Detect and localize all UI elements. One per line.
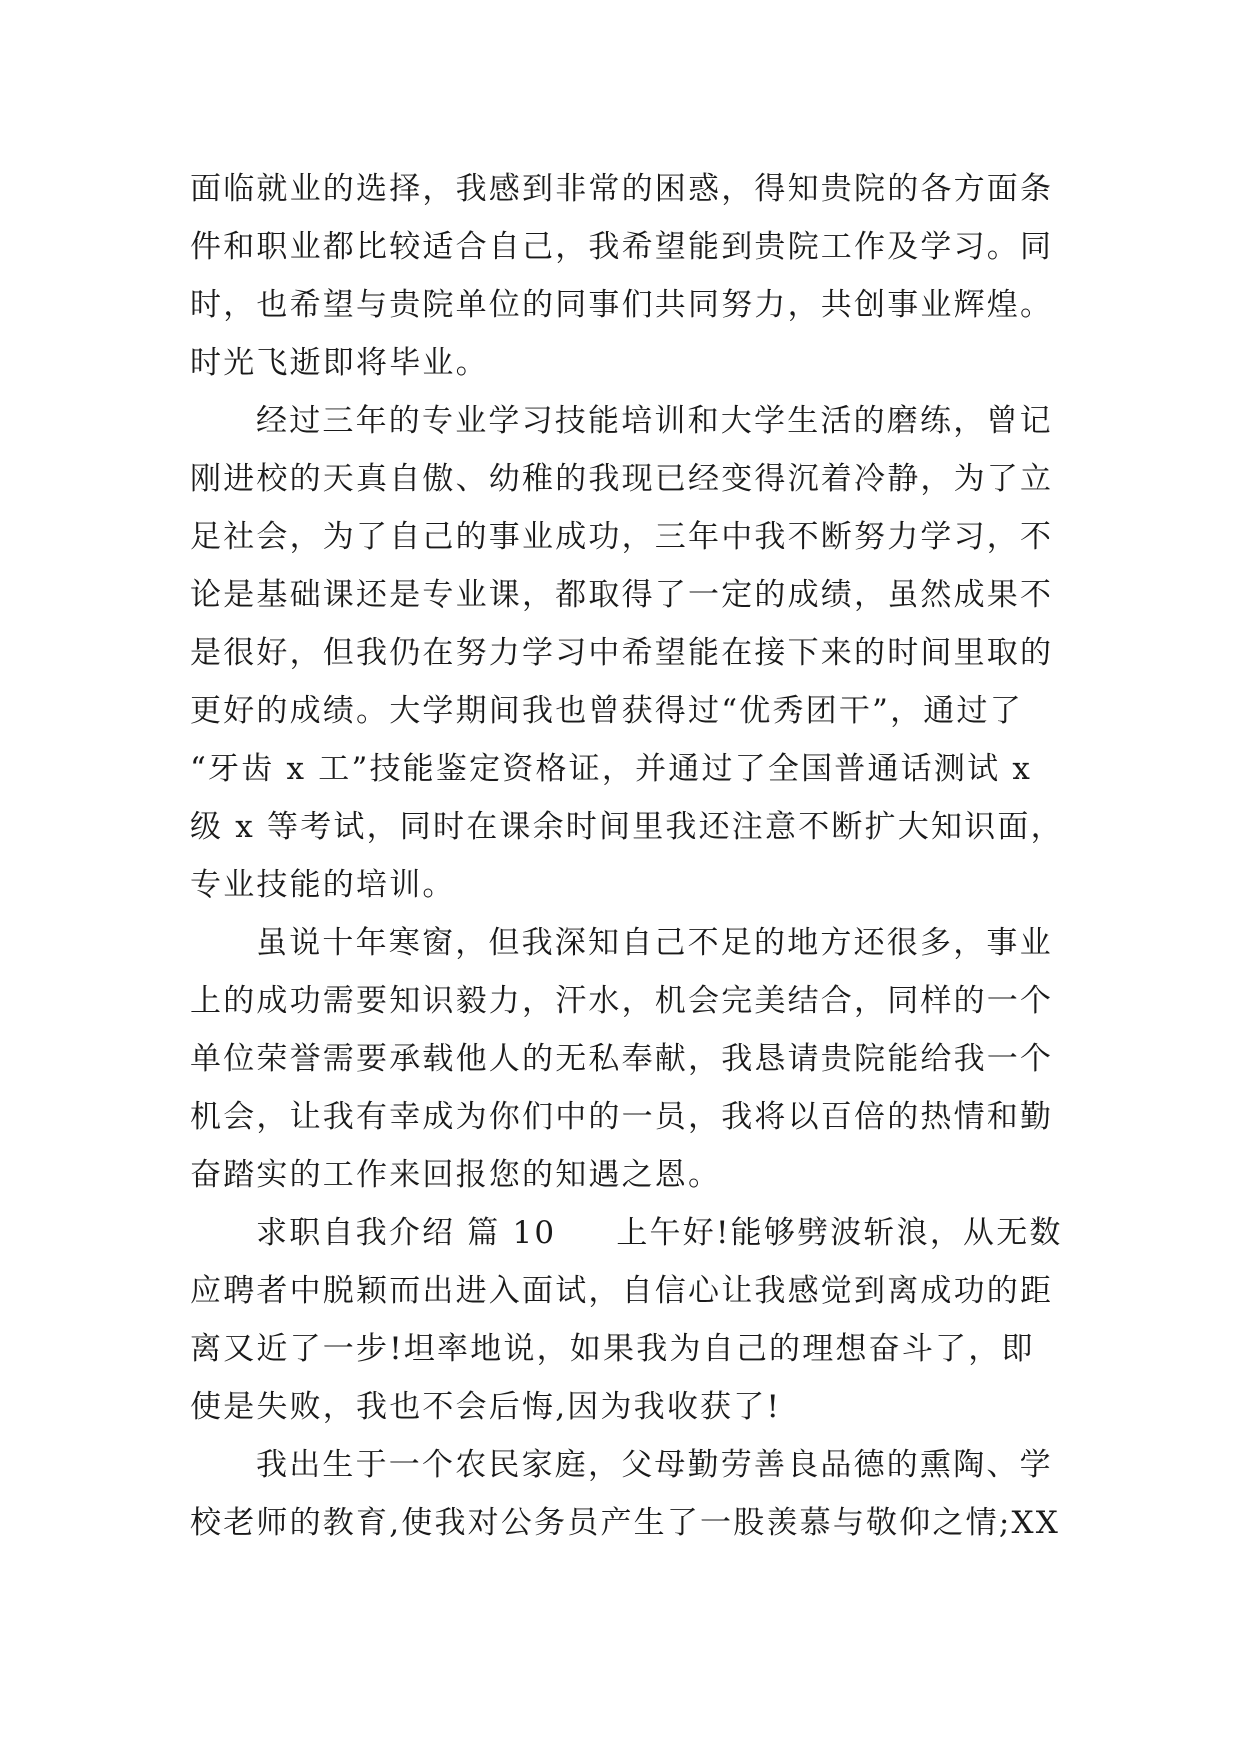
text-line: 使是失败，我也不会后悔,因为我收获了! (190, 1389, 782, 1425)
section-heading-line (190, 1204, 1063, 1262)
text-line: 单位荣誉需要承载他人的无私奉献，我恳请贵院能给我一个 (190, 1041, 1054, 1077)
text-line: 足社会，为了自己的事业成功，三年中我不断努力学习，不 (190, 519, 1054, 555)
text-line: “牙齿 x 工”技能鉴定资格证，并通过了全国普通话测试 x (190, 751, 1033, 787)
text-line: 刚进校的天真自傲、幼稚的我现已经变得沉着冷静，为了立 (190, 461, 1054, 497)
text-line: 机会，让我有幸成为你们中的一员，我将以百倍的热情和勤 (190, 1099, 1054, 1135)
text-line: 时，也希望与贵院单位的同事们共同努力，共创事业辉煌。 (190, 287, 1054, 323)
text-line: 件和职业都比较适合自己，我希望能到贵院工作及学习。同 (190, 229, 1054, 265)
text-line: 奋踏实的工作来回报您的知遇之恩。 (190, 1157, 722, 1193)
text-line-indented: 虽说十年寒窗，但我深知自己不足的地方还很多，事业 (256, 925, 1053, 961)
text-line: 级 x 等考试，同时在课余时间里我还注意不断扩大知识面， (190, 809, 1064, 845)
text-line: 离又近了一步!坦率地说，如果我为自己的理想奋斗了，即 (190, 1331, 1035, 1367)
text-line-indented: 我出生于一个农民家庭，父母勤劳善良品德的熏陶、学 (256, 1447, 1053, 1483)
section-heading: 求职自我介绍 篇 10 (256, 1215, 557, 1251)
paragraph-4 (190, 1204, 1063, 1436)
paragraph-5 (190, 1436, 1060, 1552)
text-line: 时光飞逝即将毕业。 (190, 345, 489, 381)
paragraph-1 (190, 160, 1060, 392)
section-first-line-text: 上午好!能够劈波斩浪，从无数 (616, 1215, 1063, 1251)
document-body (190, 160, 1064, 1552)
text-line: 论是基础课还是专业课，都取得了一定的成绩，虽然成果不 (190, 577, 1054, 613)
text-line: 是很好，但我仍在努力学习中希望能在接下来的时间里取的 (190, 635, 1054, 671)
paragraph-2 (190, 392, 1064, 914)
text-line: 上的成功需要知识毅力，汗水，机会完美结合，同样的一个 (190, 983, 1054, 1019)
text-line: 应聘者中脱颖而出进入面试，自信心让我感觉到离成功的距 (190, 1273, 1054, 1309)
text-line: 更好的成绩。大学期间我也曾获得过“优秀团干”，通过了 (190, 693, 1023, 729)
text-line-indented: 经过三年的专业学习技能培训和大学生活的磨练，曾记 (256, 403, 1053, 439)
text-line: 面临就业的选择，我感到非常的困惑，得知贵院的各方面条 (190, 171, 1054, 207)
text-line: 专业技能的培训。 (190, 867, 456, 903)
paragraph-3 (190, 914, 1060, 1204)
text-line: 校老师的教育,使我对公务员产生了一股羡慕与敬仰之情;XX (190, 1505, 1061, 1541)
